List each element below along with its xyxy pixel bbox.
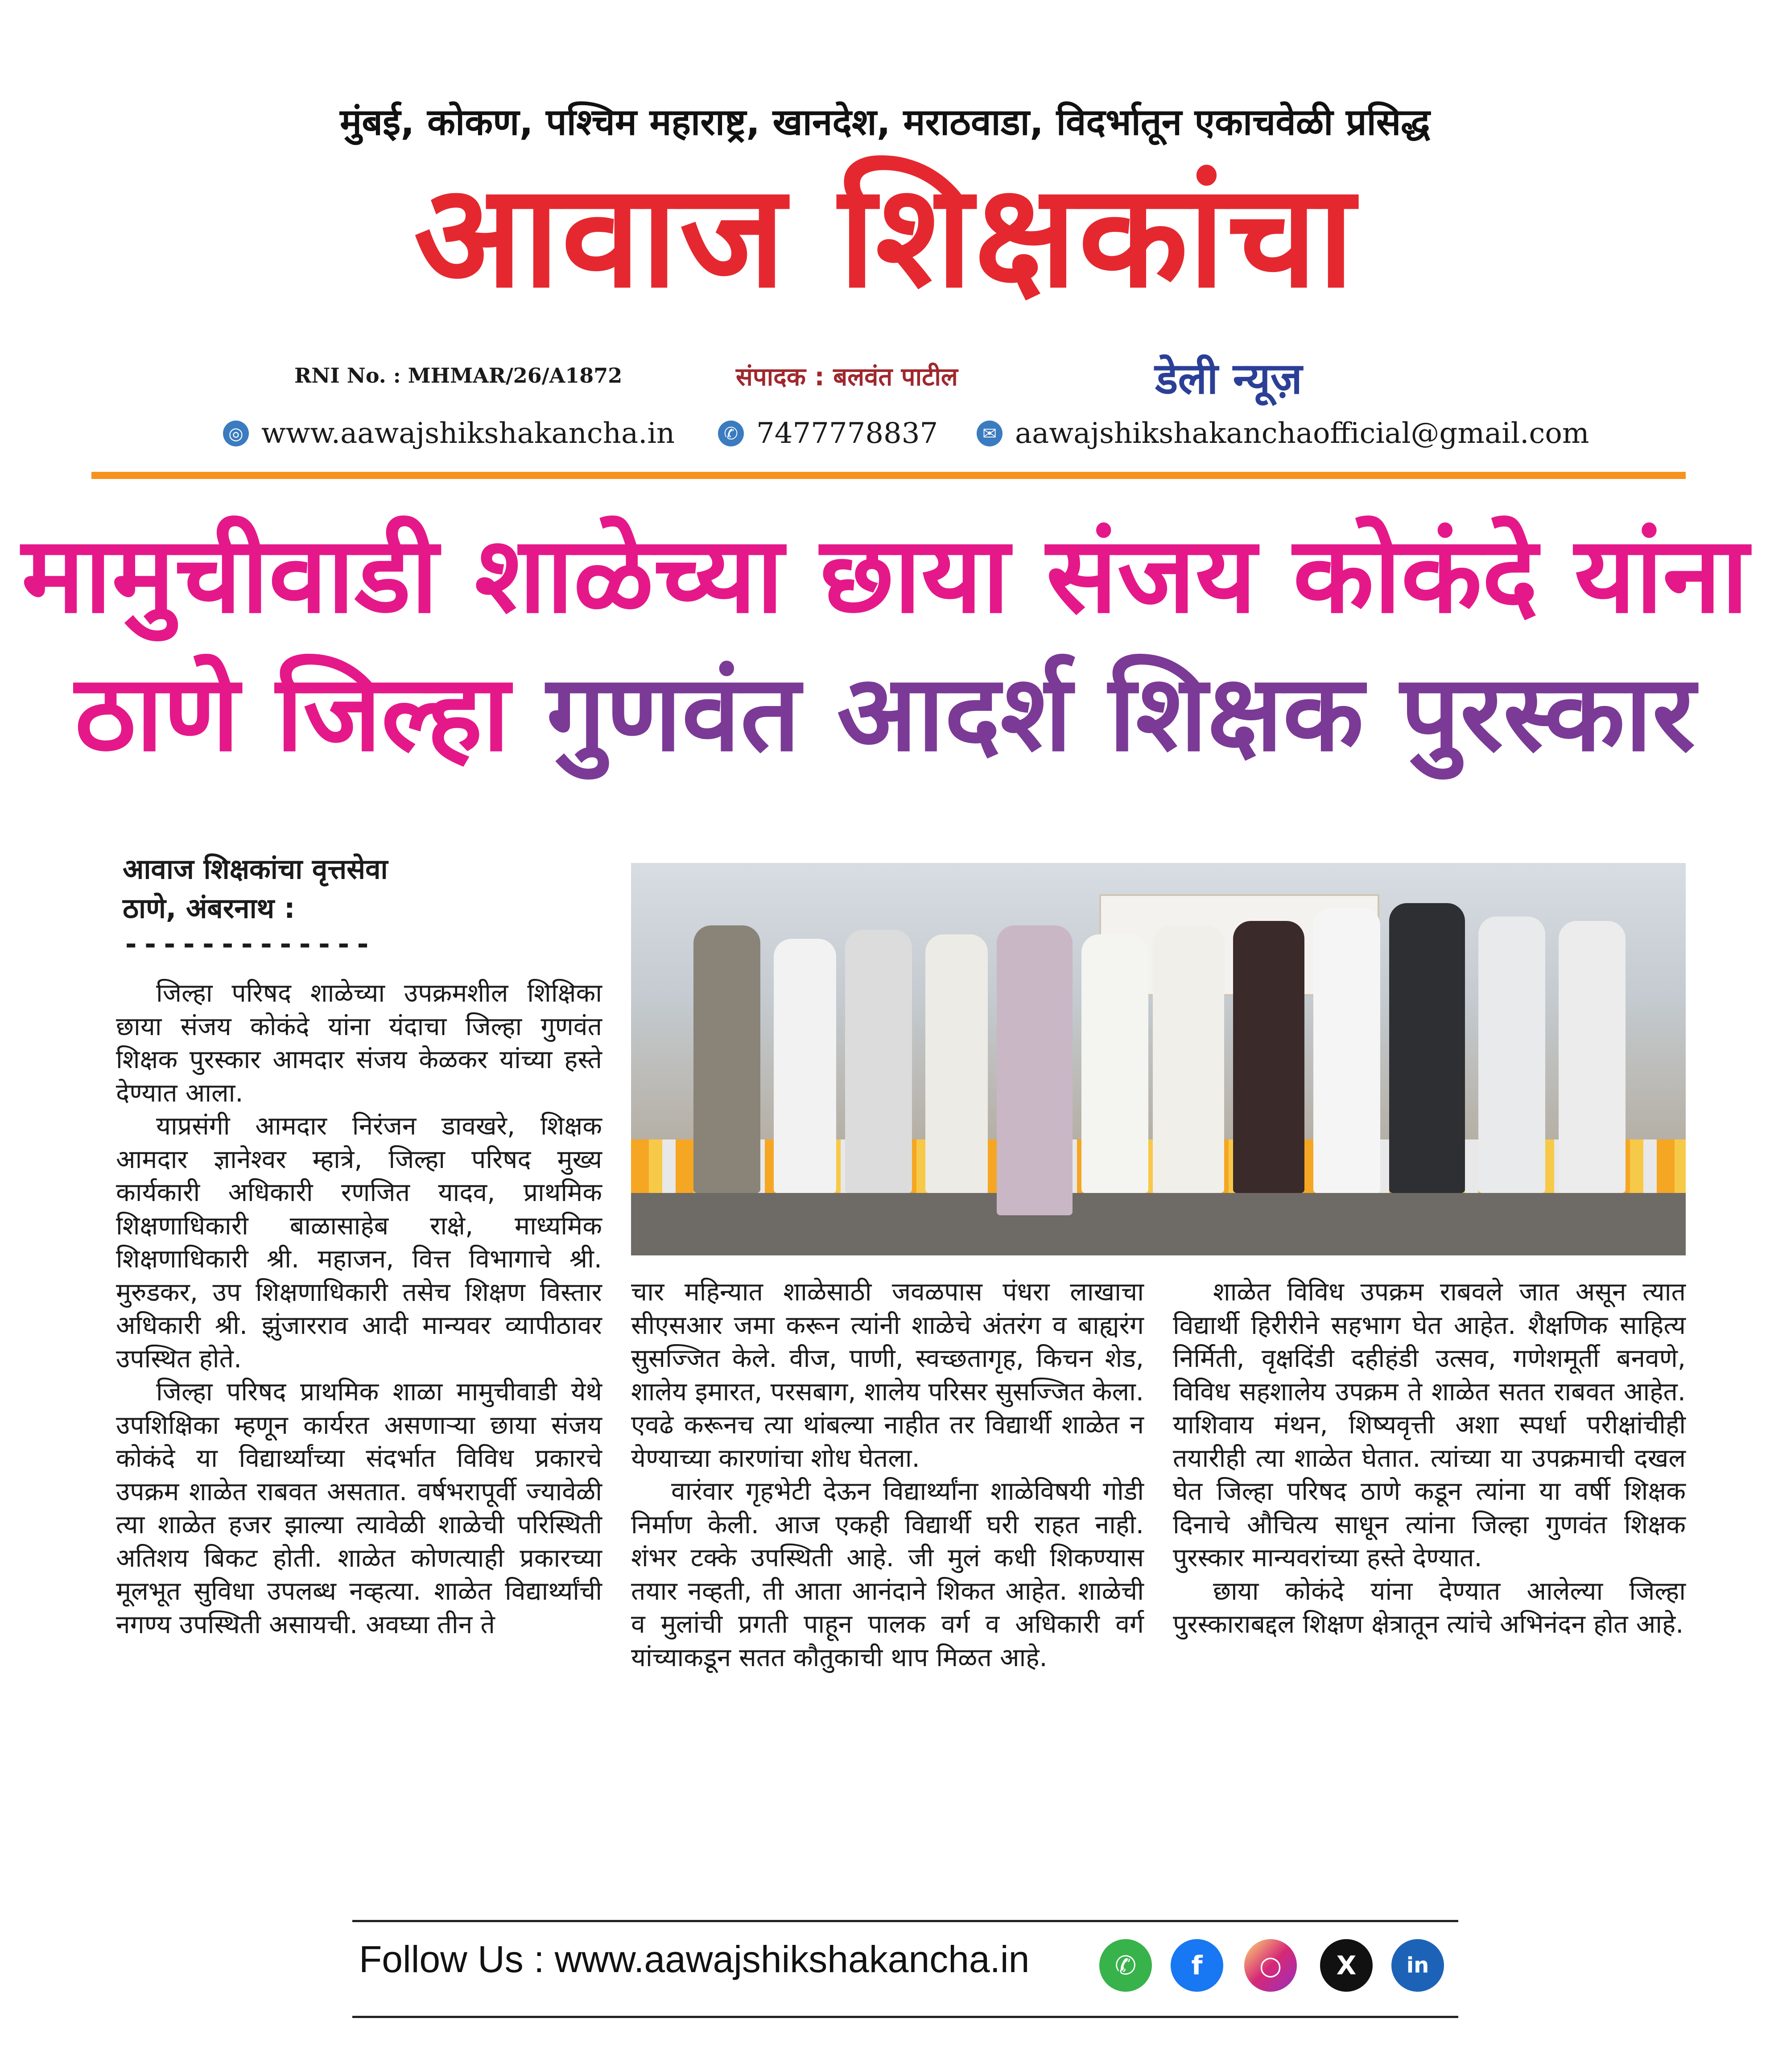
article-column-2 [631,1275,1144,1674]
byline-separator: ------------- [123,928,374,960]
headline-line-1: मामुचीवाडी शाळेच्या छाया संजय कोकंदे यांना [21,514,1749,636]
headline-line-2-part-1: ठाणे जिल्हा [74,652,510,775]
awardee-figure [997,925,1073,1215]
byline-source: आवाज शिक्षकांचा वृत्तसेवा [123,853,388,885]
article-paragraph: छाया कोकंदे यांना देण्यात आलेल्या जिल्हा पुरस्काराबद्दल शिक्षण क्षेत्रातून त्यांचे अभिनंदन होत आहे. [1173,1576,1686,1639]
guest-figure [1233,921,1304,1193]
guest-figure [1081,934,1148,1193]
email-address[interactable]: aawajshikshakanchaofficial@gmail.com [1015,417,1589,450]
article-paragraph: जिल्हा परिषद प्राथमिक शाळा मामुचीवाडी येथे उपशिक्षिका म्हणून कार्यरत असणाऱ्या छाया संजय कोकंदे या विद्यार्थ्यांच्या संदर्भात विविध प्रकारचे उपक्रम शाळेत राबवत असतात. वर्षभरापूर्वी ज्यावेळी त्या शाळेत हजर झाल्या त्यावेळी शाळेची परिस्थिती अतिशय बिकट होती. शाळेत कोणत्याही प्रकारच्या मूलभूत सुविधा उपलब्ध नव्हत्या. शाळेत विद्यार्थ्यांची नगण्य उपस्थिती असायची. अवघ्या तीन ते [116,1377,602,1639]
newspaper-title: आवाज शिक्षकांचा [413,153,1357,319]
facebook-icon[interactable]: f [1171,1939,1223,1992]
masthead-tagline: मुंबई, कोकण, पश्चिम महाराष्ट्र, खानदेश, मराठवाडा, विदर्भातून एकाचवेळी प्रसिद्ध [340,101,1430,144]
rni-number: RNI No. : MHMAR/26/A1872 [294,363,623,388]
award-ceremony-photo [631,863,1686,1255]
globe-icon: ◎ [223,421,249,446]
newspaper-subtitle: डेली न्यूज़ [1155,354,1302,404]
guest-figure [774,939,836,1193]
x-icon[interactable]: X [1320,1939,1373,1992]
whatsapp-icon[interactable]: ✆ [1099,1939,1152,1992]
article-column-1 [116,977,602,1641]
guest-figure [1478,916,1545,1193]
phone-icon: ✆ [718,421,744,446]
stage-floor [631,1193,1686,1255]
masthead-divider [91,472,1686,479]
phone-contact[interactable] [718,417,938,450]
email-contact[interactable] [977,417,1589,450]
headline-line-2 [0,647,1770,780]
article-paragraph: वारंवार गृहभेटी देऊन विद्यार्थ्यांना शाळेविषयी गोडी निर्माण केली. आज एकही विद्यार्थी घरी राहत नाही. शंभर टक्के उपस्थिती आहे. जी मुलं कधी शिकण्यास तयार नव्हती, ती आता आनंदाने शिकत आहेत. शाळेची व मुलांची प्रगती पाहून पालक वर्ग व अधिकारी वर्ग यांच्याकडून सतत कौतुकाची थाप मिळत आहे. [631,1477,1144,1672]
guest-figure [925,934,988,1193]
website-link[interactable]: www.aawajshikshakancha.in [261,417,675,450]
instagram-icon[interactable]: ○ [1244,1939,1297,1992]
headline-line-2-part-2: गुणवंत आदर्श शिक्षक पुरस्कार [546,652,1696,775]
guest-figure [693,925,760,1193]
website-contact[interactable] [223,417,675,450]
byline-place: ठाणे, अंबरनाथ : [123,892,295,925]
guest-figure [1313,908,1380,1193]
editor-name: संपादक : बलवंत पाटील [736,363,958,392]
linkedin-icon[interactable]: in [1391,1939,1444,1992]
email-icon: ✉ [977,421,1003,446]
chief-guest-figure [1153,925,1224,1193]
footer-bottom-rule [352,2016,1458,2018]
article-paragraph: शाळेत विविध उपक्रम राबवले जात असून त्यात विद्यार्थी हिरीरीने सहभाग घेत आहेत. शैक्षणिक साहित्य निर्मिती, वृक्षदिंडी दहीहंडी उत्सव, गणेशमूर्ती बनवणे, विविध सहशालेय उपक्रम ते शाळेत सतत राबवत आहेत. याशिवाय मंथन, शिष्यवृत्ती अशा स्पर्धा परीक्षांचीही तयारीही त्या शाळेत घेतात. त्यांच्या या उपक्रमाची दखल घेत जिल्हा परिषद ठाणे कडून त्यांना या वर्षी शिक्षक दिनाचे औचित्य साधून त्यांना जिल्हा गुणवंत शिक्षक पुरस्कार मान्यवरांच्या हस्ते देण्यात. [1173,1277,1686,1573]
article-paragraph: याप्रसंगी आमदार निरंजन डावखरे, शिक्षक आमदार ज्ञानेश्वर म्हात्रे, जिल्हा परिषद मुख्य कार्यकारी अधिकारी रणजित यादव, प्राथमिक शिक्षणाधिकारी बाळासाहेब राक्षे, माध्यमिक शिक्षणाधिकारी श्री. महाजन, वित्त विभागाचे श्री. मुरुडकर, उप शिक्षणाधिकारी तसेच शिक्षण विस्तार अधिकारी श्री. झुंजारराव आदी मान्यवर व्यापीठावर उपस्थित होते. [116,1111,602,1374]
article-column-3 [1173,1275,1686,1641]
guest-figure [845,930,912,1193]
follow-us-text[interactable]: Follow Us : www.aawajshikshakancha.in [359,1938,1030,1980]
guest-figure [1389,903,1465,1193]
guest-figure [1559,921,1626,1193]
byline [123,850,388,928]
footer-top-rule [352,1920,1458,1922]
phone-number[interactable]: 7477778837 [756,417,938,450]
article-paragraph: चार महिन्यात शाळेसाठी जवळपास पंधरा लाखाचा सीएसआर जमा करून त्यांनी शाळेचे अंतरंग व बाह्यरंग सुसज्जित केले. वीज, पाणी, स्वच्छतागृह, किचन शेड, शालेय इमारत, परसबाग, शालेय परिसर सुसज्जित केला. एवढे करूनच त्या थांबल्या नाहीत तर विद्यार्थी शाळेत न येण्याच्या कारणांचा शोध घेतला. [631,1277,1144,1473]
article-paragraph: जिल्हा परिषद शाळेच्या उपक्रमशील शिक्षिका छाया संजय कोकंदे यांना यंदाचा जिल्हा गुणवंत शिक्षक पुरस्कार आमदार संजय केळकर यांच्या हस्ते देण्यात आला. [116,978,602,1108]
